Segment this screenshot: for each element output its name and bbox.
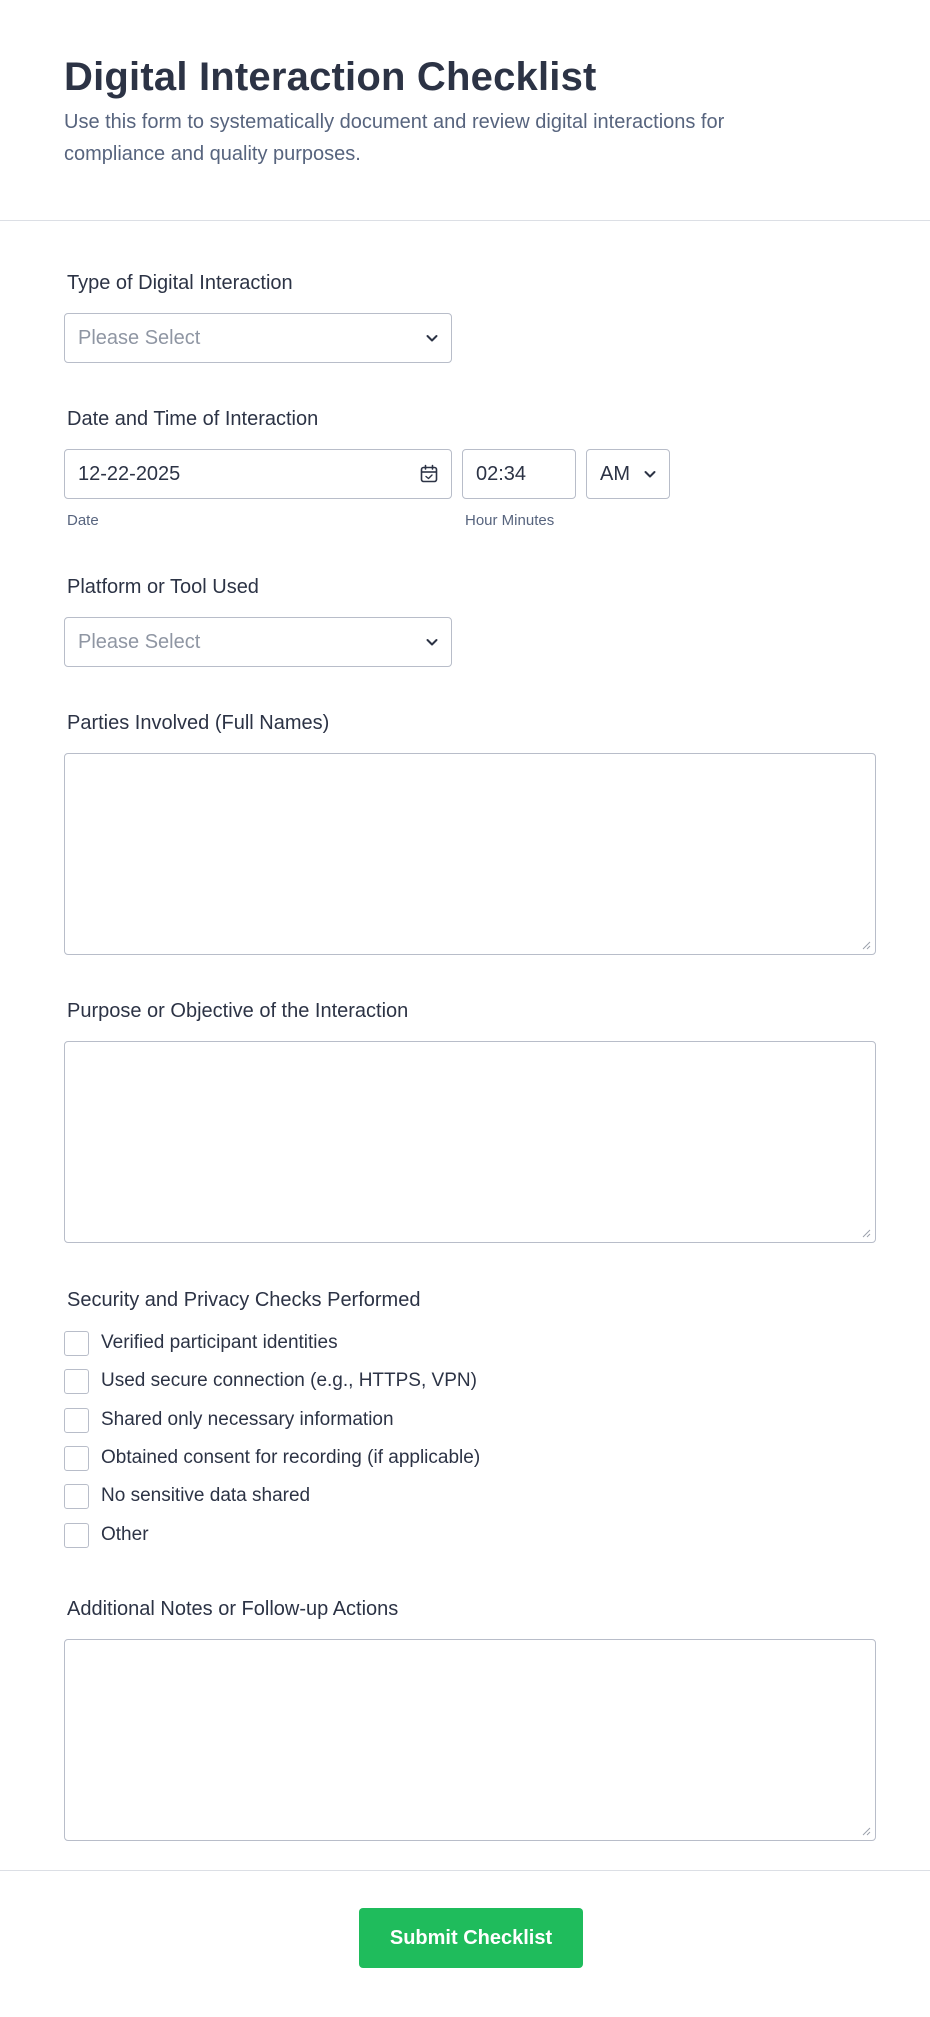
- security-checks-label: Security and Privacy Checks Performed: [67, 1289, 421, 1311]
- resize-grip-icon[interactable]: [861, 1826, 871, 1836]
- purpose-label: Purpose or Objective of the Interaction: [67, 1000, 409, 1022]
- checkbox[interactable]: [64, 1446, 89, 1471]
- page-title: Digital Interaction Checklist: [64, 55, 597, 99]
- checkbox-option[interactable]: [64, 1522, 149, 1548]
- platform-select[interactable]: [64, 617, 452, 667]
- checkbox[interactable]: [64, 1369, 89, 1394]
- ampm-value: AM: [600, 462, 630, 485]
- chevron-down-icon: [425, 331, 439, 345]
- page-description: Use this form to systematically document and review digital interactions for compliance and quality purposes.: [64, 111, 725, 165]
- chevron-down-icon: [643, 467, 657, 481]
- checkbox-option[interactable]: [64, 1368, 477, 1394]
- interaction-type-placeholder: Please Select: [78, 326, 201, 349]
- time-input[interactable]: [462, 449, 576, 499]
- checkbox[interactable]: [64, 1331, 89, 1356]
- checkbox-label: No sensitive data shared: [101, 1485, 311, 1506]
- notes-label: Additional Notes or Follow-up Actions: [67, 1598, 399, 1620]
- resize-grip-icon[interactable]: [861, 1228, 871, 1238]
- form-header: [0, 0, 930, 221]
- checkbox[interactable]: [64, 1484, 89, 1509]
- submit-button[interactable]: Submit Checklist: [359, 1908, 583, 1968]
- date-value: 12-22-2025: [78, 462, 181, 485]
- checkbox-label: Verified participant identities: [101, 1332, 338, 1353]
- checkbox-label: Used secure connection (e.g., HTTPS, VPN): [101, 1370, 477, 1391]
- calendar-icon[interactable]: [419, 464, 439, 484]
- checkbox-label: Shared only necessary information: [101, 1409, 394, 1430]
- time-value: 02:34: [476, 462, 527, 485]
- platform-label: Platform or Tool Used: [67, 576, 259, 598]
- parties-label: Parties Involved (Full Names): [67, 712, 330, 734]
- form-footer: [0, 1870, 930, 2017]
- interaction-type-label: Type of Digital Interaction: [67, 272, 293, 294]
- time-sublabel: Hour Minutes: [465, 512, 555, 529]
- checkbox-option[interactable]: [64, 1445, 480, 1471]
- checkbox-label: Other: [101, 1524, 149, 1545]
- resize-grip-icon[interactable]: [861, 940, 871, 950]
- checkbox-option[interactable]: [64, 1330, 338, 1356]
- checkbox-option[interactable]: [64, 1483, 310, 1509]
- checkbox-label: Obtained consent for recording (if applicable): [101, 1447, 481, 1468]
- interaction-type-select[interactable]: [64, 313, 452, 363]
- purpose-textarea[interactable]: [64, 1041, 876, 1243]
- date-time-label: Date and Time of Interaction: [67, 408, 319, 430]
- date-input[interactable]: [64, 449, 452, 499]
- date-sublabel: Date: [67, 512, 99, 529]
- chevron-down-icon: [425, 635, 439, 649]
- ampm-select[interactable]: [586, 449, 670, 499]
- checkbox[interactable]: [64, 1523, 89, 1548]
- notes-textarea[interactable]: [64, 1639, 876, 1841]
- platform-placeholder: Please Select: [78, 630, 201, 653]
- checkbox[interactable]: [64, 1408, 89, 1433]
- parties-textarea[interactable]: [64, 753, 876, 955]
- checkbox-option[interactable]: [64, 1407, 394, 1433]
